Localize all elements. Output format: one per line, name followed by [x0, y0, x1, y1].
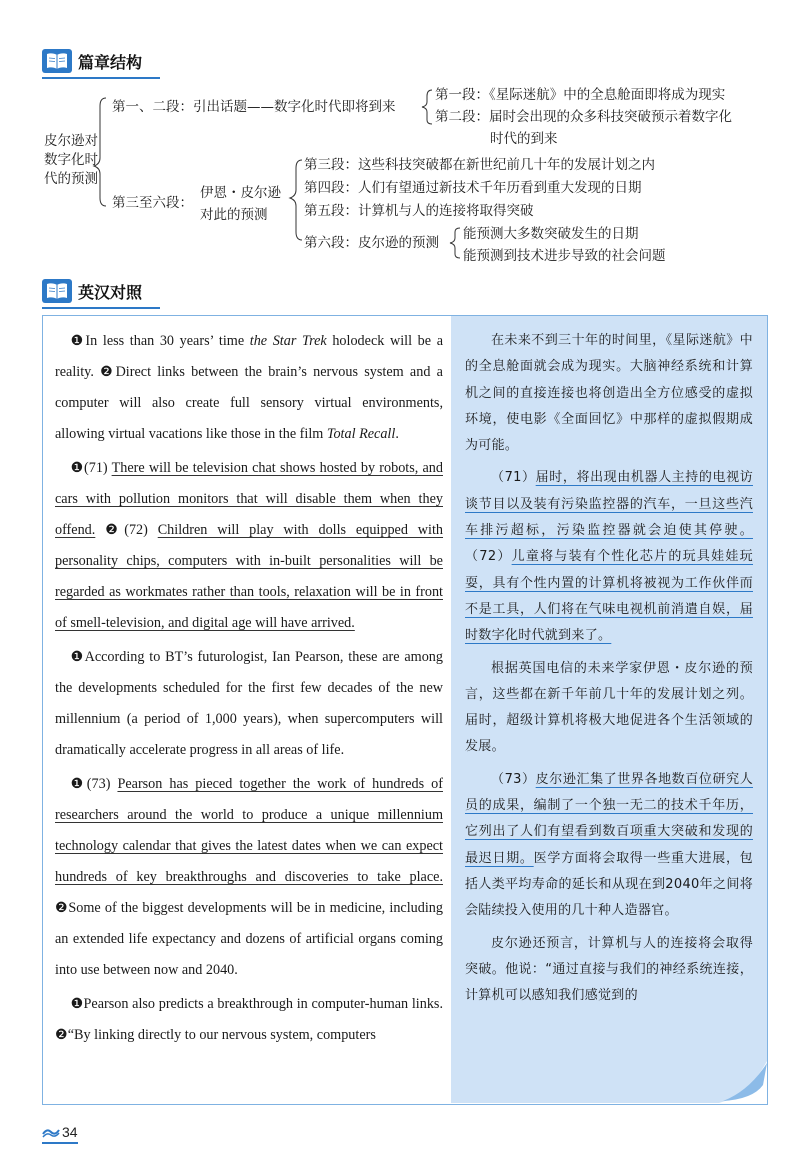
cn-underlined-71: 届时，将出现由机器人主持的电视访谈节目以及装有污染监控器的汽车，一旦这些汽车排污超标，污染监控器就会迫使其停驶。: [465, 470, 753, 539]
page-curl: [719, 1061, 767, 1103]
page-wave-icon: [42, 1125, 60, 1139]
open-book-icon: [42, 279, 72, 303]
branch2-item-3: 第五段：计算机与人的连接将取得突破: [304, 203, 534, 219]
branch2-item-1: 第三段：这些科技突破都在新世纪前几十年的发展计划之内: [304, 157, 655, 173]
root-line-3: 代的预测: [44, 171, 98, 187]
branch2-sub-1: 伊恩・皮尔逊: [200, 185, 281, 201]
sentence-marker: ❷: [105, 522, 125, 538]
branch2-item-2: 第四段：人们有望通过新技术千年历看到重大发现的日期: [304, 180, 642, 196]
sentence-marker: ❶: [70, 996, 84, 1012]
branch2-item-4: 第六段：皮尔逊的预测: [304, 235, 439, 251]
branch1-item-2: 第二段：届时会出现的众多科技突破预示着数字化: [435, 109, 732, 125]
structure-section-header: [42, 48, 142, 74]
en-paragraph-1: ❶In less than 30 years’ time the Star Trek holodeck will be a reality. ❷Direct links between the brain’s nervous system and a computer will also create full sensory virtual environments, allowing virtual vacations like those in the film Total Recall.: [55, 333, 443, 442]
en-paragraph-2: ❶(71) There will be television chat shows hosted by robots, and cars with pollution monitors that will disable them when they offend. ❷(72) Children will play with dolls equipped with personality chips, computers with in-built personalities will be regarded as workmates rather than tools, relaxation will be in front of smell-television, and digital age will have arrived.: [55, 460, 444, 631]
page-footer: [42, 1120, 78, 1144]
en-paragraph-3: ❶According to BT’s futurologist, Ian Pearson, these are among the developments scheduled for the first few decades of the new millennium (a period of 1,000 years), when supercomputers will dramatically accelerate progress in all areas of life.: [55, 649, 443, 758]
structure-tree: [0, 80, 800, 270]
branch1-item-2-cont: 时代的到来: [490, 131, 558, 147]
chinese-column: [451, 316, 767, 1103]
footer-rule: [42, 1142, 78, 1144]
underlined-sentence-73: Pearson has pieced together the work of hundreds of researchers around the world to produce a unique millennium technology calendar that gives the latest dates when we can expect hundreds of key breakthroughs and discoveries to take place.: [55, 776, 443, 885]
open-book-icon: [42, 49, 72, 73]
root-line-1: 皮尔逊对: [44, 133, 98, 149]
sentence-marker: ❷: [55, 1027, 68, 1043]
underlined-sentence-71: There will be television chat shows hosted by robots, and cars with pollution monitors that will disable them when they offend.: [55, 460, 443, 538]
sentence-marker: ❷: [100, 364, 116, 380]
p6-item-1: 能预测大多数突破发生的日期: [463, 226, 639, 242]
branch2-label: 第三至六段：: [112, 195, 193, 211]
cn-paragraph-5: 皮尔逊还预言，计算机与人的连接将会取得突破。他说：“通过直接与我们的神经系统连接，计算机可以感知我们感觉到的: [465, 935, 753, 1004]
cn-paragraph-2: （71）届时，将出现由机器人主持的电视访谈节目以及装有污染监控器的汽车，一旦这些汽车排污超标，污染监控器就会迫使其停驶。（72）儿童将与装有个性化芯片的玩具娃娃玩耍，具有个性内置的计算机将被视为工作伙伴而不是工具，人们将在气味电视机前消遣自娱，届时数字化时代就到来了。: [465, 470, 753, 644]
p6-item-2: 能预测到技术进步导致的社会问题: [463, 248, 666, 264]
cn-paragraph-1: 在未来不到三十年的时间里，《星际迷航》中的全息舱面就会成为现实。大脑神经系统和计算机之间的直接连接也将创造出全方位感受的虚拟环境，使电影《全面回忆》中那样的虚拟假期成为可能。: [465, 333, 753, 454]
section-rule: [42, 77, 160, 79]
parallel-section-header: [42, 278, 142, 304]
branch1-label: 第一、二段：引出话题——数字化时代即将到来: [112, 99, 396, 115]
cn-paragraph-4: （73）皮尔逊汇集了世界各地数百位研究人员的成果，编制了一个独一无二的技术千年历，它列出了人们有望看到数百项重大突破和发现的最迟日期。医学方面将会取得一些重大进展，包括人类平均寿命的延长和从现在到2040年之间将会陆续投入使用的几十种人造器官。: [465, 771, 753, 919]
section-title: 英汉对照: [78, 282, 143, 302]
sentence-marker: ❷: [55, 900, 69, 916]
sentence-marker: ❶: [70, 776, 87, 792]
en-paragraph-4: ❶(73) Pearson has pieced together the work of hundreds of researchers around the world to produce a unique millennium technology calendar that gives the latest dates when we can expect hundreds of key breakthroughs and discoveries to take place. ❷Some of the biggest developments will be in medicine, including an extended life expectancy and dozens of artificial organs coming into use between now and 2040.: [55, 776, 443, 978]
branch2-sub-2: 对此的预测: [200, 207, 268, 223]
sentence-marker: ❶: [70, 333, 86, 349]
english-column: [43, 316, 451, 1103]
sentence-marker: ❶: [70, 460, 84, 476]
section-rule: [42, 307, 160, 309]
page-number: 34: [62, 1124, 78, 1140]
en-paragraph-5: ❶Pearson also predicts a breakthrough in computer-human links. ❷“By linking directly to our nervous system, computers: [55, 996, 443, 1043]
cn-underlined-72: 儿童将与装有个性化芯片的玩具娃娃玩耍，具有个性内置的计算机将被视为工作伙伴而不是工具，人们将在气味电视机前消遣自娱，届时数字化时代就到来了。: [465, 549, 753, 644]
branch1-item-1: 第一段：《星际迷航》中的全息舱面即将成为现实: [435, 87, 726, 103]
underlined-sentence-72: Children will play with dolls equipped with personality chips, computers with in-built personalities will be regarded as workmates rather than tools, relaxation will be in front of smell-television, and digital age will have arrived.: [55, 522, 444, 631]
root-line-2: 数字化时: [44, 152, 98, 168]
section-title: 篇章结构: [78, 52, 143, 72]
cn-underlined-73: 皮尔逊汇集了世界各地数百位研究人员的成果，编制了一个独一无二的技术千年历，它列出了人们有望看到数百项重大突破和发现的最迟日期。: [465, 771, 753, 866]
bilingual-panel: [42, 315, 768, 1105]
sentence-marker: ❶: [70, 649, 85, 665]
cn-paragraph-3: 根据英国电信的未来学家伊恩・皮尔逊的预言，这些都在新千年前几十年的发展计划之列。届时，超级计算机将极大地促进各个生活领域的发展。: [465, 660, 753, 755]
